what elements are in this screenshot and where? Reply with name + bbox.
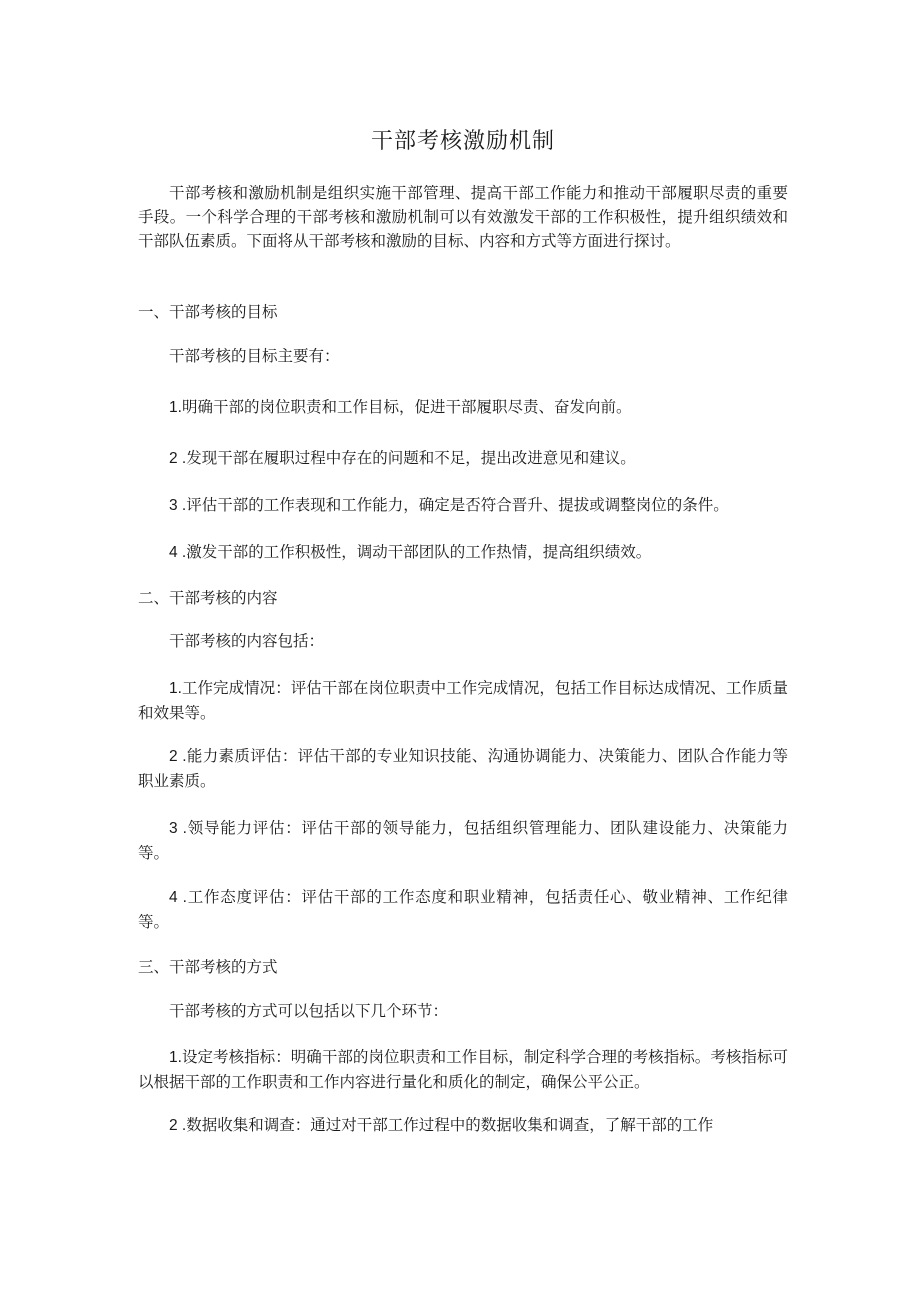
list-item-text: 明确干部的岗位职责和工作目标，促进干部履职尽责、奋发向前。 <box>181 398 632 416</box>
list-item <box>138 395 788 420</box>
list-item-number: 3 . <box>169 820 187 837</box>
list-item <box>138 676 788 725</box>
list-item-text: 领导能力评估：评估干部的领导能力，包括组织管理能力、团队建设能力、决策能力等。 <box>138 819 788 862</box>
list-item-text: 发现干部在履职过程中存在的问题和不足，提出改进意见和建议。 <box>186 449 636 467</box>
intro-paragraph: 干部考核和激励机制是组织实施干部管理、提高干部工作能力和推动干部履职尽责的重要手段。一个科学合理的干部考核和激励机制可以有效激发干部的工作积极性，提升组织绩效和干部队伍素质。下面将从干部考核和激励的目标、内容和方式等方面进行探讨。 <box>138 184 788 250</box>
list-item-text: 评估干部的工作表现和工作能力，确定是否符合晋升、提拔或调整岗位的条件。 <box>186 496 729 514</box>
list-item <box>138 816 788 865</box>
list-item-number: 1. <box>169 680 182 697</box>
list-item-text: 设定考核指标：明确干部的岗位职责和工作目标，制定科学合理的考核指标。考核指标可以根据干部的工作职责和工作内容进行量化和质化的制定，确保公平公正。 <box>138 1048 788 1091</box>
list-item-number: 2 . <box>169 450 187 467</box>
section-heading-content: 二、干部考核的内容 <box>138 589 278 607</box>
section-heading-goals: 一、干部考核的目标 <box>138 303 278 321</box>
list-item <box>138 540 788 565</box>
list-item-number: 4 . <box>169 544 187 561</box>
list-item-number: 4 . <box>169 889 187 906</box>
list-item-text: 能力素质评估：评估干部的专业知识技能、沟通协调能力、决策能力、团队合作能力等职业素质。 <box>138 747 788 790</box>
list-item-text: 激发干部的工作积极性，调动干部团队的工作热情，提高组织绩效。 <box>186 543 652 561</box>
list-item <box>138 493 788 518</box>
list-item-number: 2 . <box>169 748 187 765</box>
list-item <box>138 1113 788 1138</box>
list-item <box>138 885 788 934</box>
section-lead-methods: 干部考核的方式可以包括以下几个环节： <box>169 1002 449 1020</box>
list-item-text: 工作态度评估：评估干部的工作态度和职业精神，包括责任心、敬业精神、工作纪律等。 <box>138 888 788 931</box>
list-item-number: 1. <box>169 1049 182 1066</box>
list-item-number: 3 . <box>169 497 187 514</box>
list-item-number: 1. <box>169 399 182 416</box>
section-lead-content: 干部考核的内容包括： <box>169 632 325 650</box>
document-title: 干部考核激励机制 <box>370 129 555 154</box>
section-lead-goals: 干部考核的目标主要有： <box>169 347 340 365</box>
list-item-number: 2 . <box>169 1117 187 1134</box>
list-item-text: 数据收集和调查：通过对干部工作过程中的数据收集和调查，了解干部的工作 <box>186 1116 714 1134</box>
list-item <box>138 446 788 471</box>
list-item <box>138 1045 788 1094</box>
list-item <box>138 744 788 793</box>
list-item-text: 工作完成情况：评估干部在岗位职责中工作完成情况，包括工作目标达成情况、工作质量和效果等。 <box>138 679 788 722</box>
section-heading-methods: 三、干部考核的方式 <box>138 958 278 976</box>
